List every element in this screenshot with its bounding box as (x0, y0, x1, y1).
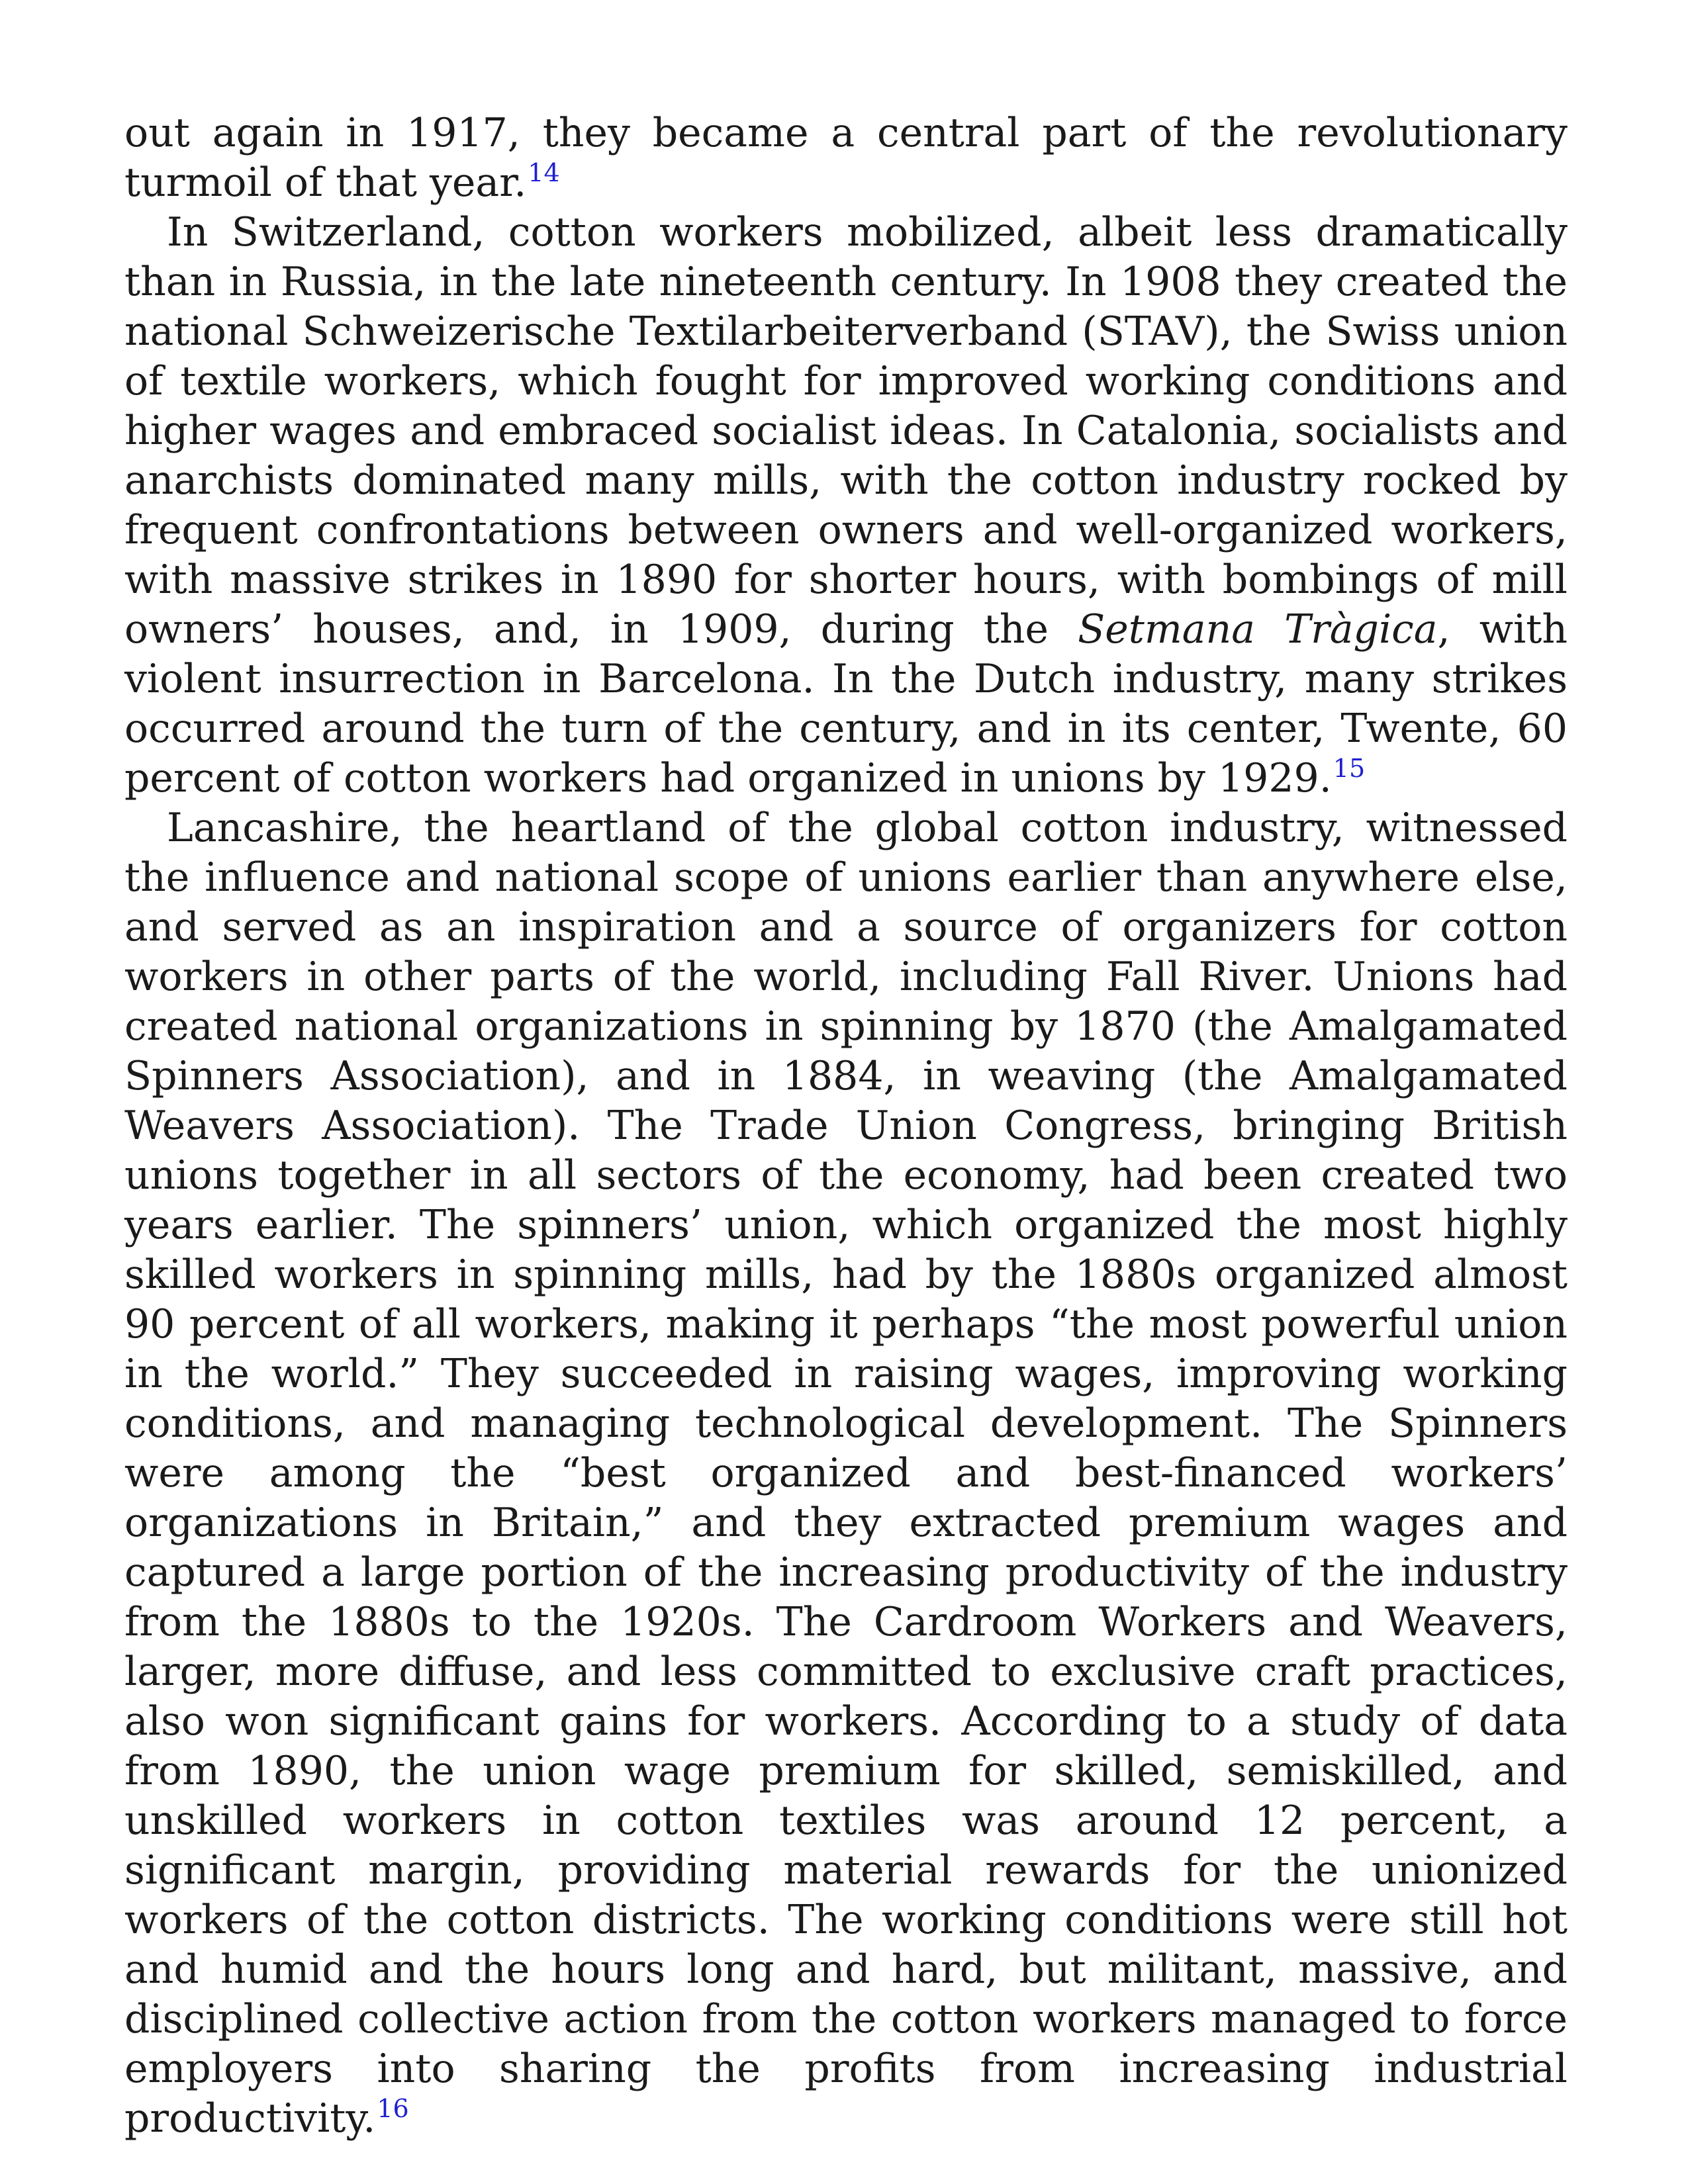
footnote-link-16[interactable]: 16 (377, 2094, 409, 2123)
paragraph-2-text-start: In Switzerland, cotton workers mobilized, albeit less dramatically than in Russia, in the late nineteenth century. In 1908 they created the national Schweizerische Textilarbeiterverband (STAV), the Swiss union of textile workers, which fought for improved working conditions and higher wages and embraced socialist ideas. In Catalonia, socialists and anarchists dominated many mills, with the cotton industry rocked by frequent confrontations between owners and well-organized workers, with massive strikes in 1890 for shorter hours, with bombings of mill owners’ houses, and, in 1909, during the (124, 209, 1568, 653)
paragraph-3 (124, 803, 1568, 2144)
footnote-link-14[interactable]: 14 (528, 158, 560, 187)
paragraph-1-text: out again in 1917, they became a central part of the revolutionary turmoil of that year. (124, 110, 1568, 206)
paragraph-2-italic-term: Setmana Tràgica (1078, 606, 1438, 653)
paragraph-1 (124, 109, 1568, 208)
footnote-link-15[interactable]: 15 (1333, 754, 1366, 783)
paragraph-3-text: Lancashire, the heartland of the global cotton industry, witnessed the influence and national scope of unions earlier than anywhere else, and served as an inspiration and a source of organizers for cotton workers in other parts of the world, including Fall River. Unions had created national organizations in spinning by 1870 (the Amalgamated Spinners Association), and in 1884, in weaving (the Amalgamated Weavers Association). The Trade Union Congress, bringing British unions together in all sectors of the economy, had been created two years earlier. The spinners’ union, which organized the most highly skilled workers in spinning mills, had by the 1880s organized almost 90 percent of all workers, making it perhaps “the most powerful union in the world.” They succeeded in raising wages, improving working conditions, and managing technological development. The Spinners were among the “best organized and best-financed workers’ organizations in Britain,” and they extracted premium wages and captured a large portion of the increasing productivity of the industry from the 1880s to the 1920s. The Cardroom Workers and Weavers, larger, more diffuse, and less committed to exclusive craft practices, also won significant gains for workers. According to a study of data from 1890, the union wage premium for skilled, semiskilled, and unskilled workers in cotton textiles was around 12 percent, a significant margin, providing material rewards for the unionized workers of the cotton districts. The working conditions were still hot and humid and the hours long and hard, but militant, massive, and disciplined collective action from the cotton workers managed to force employers into sharing the profits from increasing industrial productivity. (124, 805, 1568, 2142)
paragraph-2-text-end: , with violent insurrection in Barcelona. In the Dutch industry, many strikes occurred around the turn of the century, and in its center, Twente, 60 percent of cotton workers had organized in unions by 1929. (124, 606, 1568, 801)
paragraph-2 (124, 208, 1568, 803)
page-body (124, 109, 1568, 2144)
